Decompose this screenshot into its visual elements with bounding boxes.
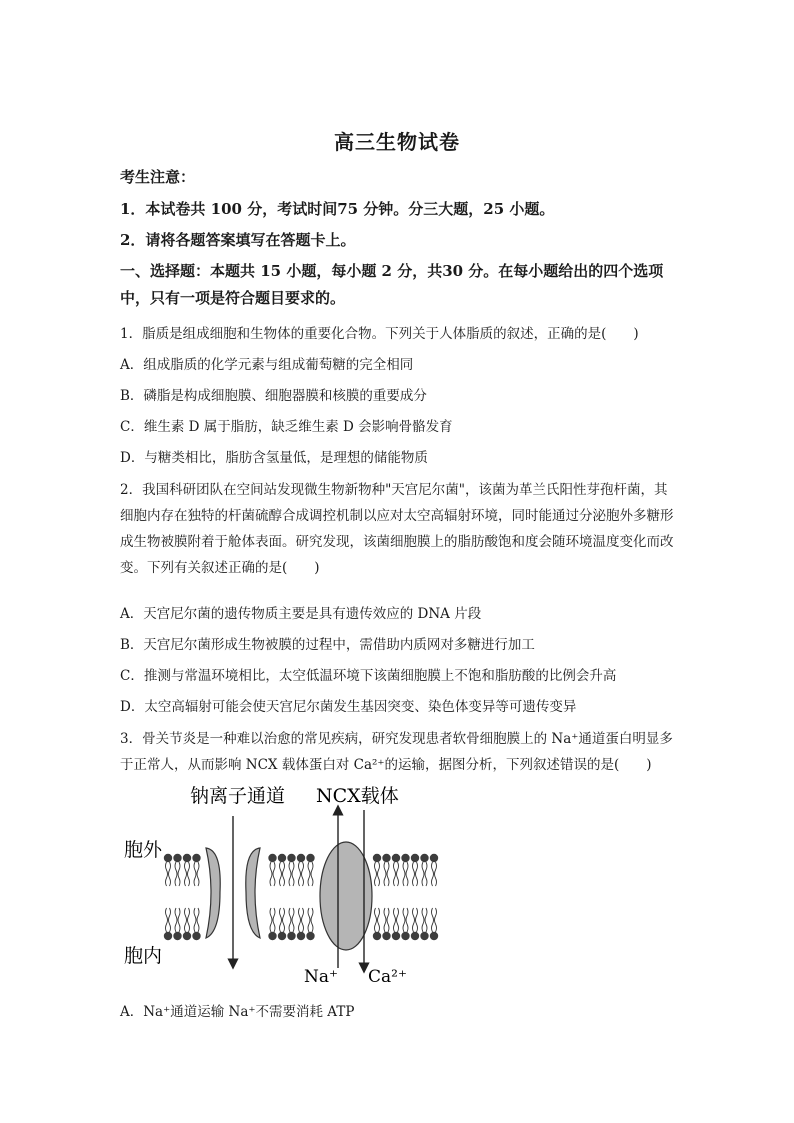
q3-option-a: A．Na⁺通道运输 Na⁺不需要消耗 ATP [120,1004,355,1020]
lipid-head-top [306,854,314,886]
lipid-head-bottom [382,908,390,940]
lipid-head-bottom [420,908,428,940]
page-title: 高三生物试卷 [334,130,460,154]
lipid-head-bottom [297,908,305,940]
channel-label: 钠离子通道 [190,785,286,807]
lipid-head-bottom [392,908,400,940]
channel-protein-right [246,848,260,938]
lipid-head-top [420,854,428,886]
ca-label: Ca²⁺ [368,967,407,987]
notice-item-2: 2．请将各题答案填写在答题卡上。 [120,231,356,249]
lipid-head-bottom [183,908,191,940]
q2-option-a: A．天宫尼尔菌的遗传物质主要是具有遗传效应的 DNA 片段 [120,606,482,622]
q1-option-c: C．维生素 D 属于脂肪，缺乏维生素 D 会影响骨骼发育 [120,419,453,435]
q3-stem: 3．骨关节炎是一种难以治愈的常见疾病，研究发现患者软骨细胞膜上的 Na⁺通道蛋白明显多于正常人，从而影响 NCX 载体蛋白对 Ca²⁺的运输，据图分析，下列叙述错误的是( ) [120,731,673,773]
q1-option-a: A．组成脂质的化学元素与组成葡萄糖的完全相同 [120,357,414,373]
lipid-head-top [430,854,438,886]
lipid-head-top [183,854,191,886]
lipid-head-bottom [164,908,172,940]
inside-label: 胞内 [124,945,163,967]
lipid-head-bottom [173,908,181,940]
lipid-head-bottom [278,908,286,940]
membrane-diagram [120,780,450,995]
lipid-head-bottom [306,908,314,940]
outside-label: 胞外 [124,839,163,861]
q1-stem: 1．脂质是组成细胞和生物体的重要化合物。下列关于人体脂质的叙述，正确的是( ) [120,326,639,342]
lipid-head-bottom [192,908,200,940]
lipid-head-top [373,854,381,886]
lipid-head-bottom [411,908,419,940]
lipid-head-top [287,854,295,886]
lipid-head-top [278,854,286,886]
phospholipid-bilayer [164,854,438,940]
ncx-label: NCX载体 [316,785,399,807]
lipid-head-top [411,854,419,886]
lipid-head-top [401,854,409,886]
q2-option-d: D．太空高辐射可能会使天宫尼尔菌发生基因突变、染色体变异等可遗传变异 [120,699,577,715]
q1-option-d: D．与糖类相比，脂肪含氢量低，是理想的储能物质 [120,450,428,466]
channel-protein-left [206,848,220,938]
section-heading: 一、选择题：本题共 15 小题，每小题 2 分，共30 分。在每小题给出的四个选项中，只有一项是符合题目要求的。 [120,262,664,307]
lipid-head-top [382,854,390,886]
notice-heading: 考生注意： [120,168,196,186]
lipid-head-top [297,854,305,886]
lipid-head-top [192,854,200,886]
q1-option-b: B．磷脂是构成细胞膜、细胞器膜和核膜的重要成分 [120,388,427,404]
q2-stem: 2．我国科研团队在空间站发现微生物新物种"天宫尼尔菌"，该菌为革兰氏阳性芽孢杆菌，其细胞内存在独特的杆菌硫醇合成调控机制以应对太空高辐射环境，同时能通过分泌胞外多糖形成生物被膜附着于舱体表面。研究发现，该菌细胞膜上的脂肪酸饱和度会随环境温度变化而改变。下列有关叙述正确的是( ) [120,482,674,576]
q2-option-c: C．推测与常温环境相比，太空低温环境下该菌细胞膜上不饱和脂肪酸的比例会升高 [120,668,617,684]
lipid-head-bottom [430,908,438,940]
lipid-head-bottom [373,908,381,940]
lipid-head-top [173,854,181,886]
lipid-head-bottom [287,908,295,940]
lipid-head-top [392,854,400,886]
lipid-head-top [164,854,172,886]
q2-option-b: B．天宫尼尔菌形成生物被膜的过程中，需借助内质网对多糖进行加工 [120,637,535,653]
na-label: Na⁺ [304,967,338,987]
lipid-head-bottom [268,908,276,940]
lipid-head-bottom [401,908,409,940]
notice-item-1: 1．本试卷共 100 分，考试时间75 分钟。分三大题，25 小题。 [120,200,555,218]
lipid-head-top [268,854,276,886]
